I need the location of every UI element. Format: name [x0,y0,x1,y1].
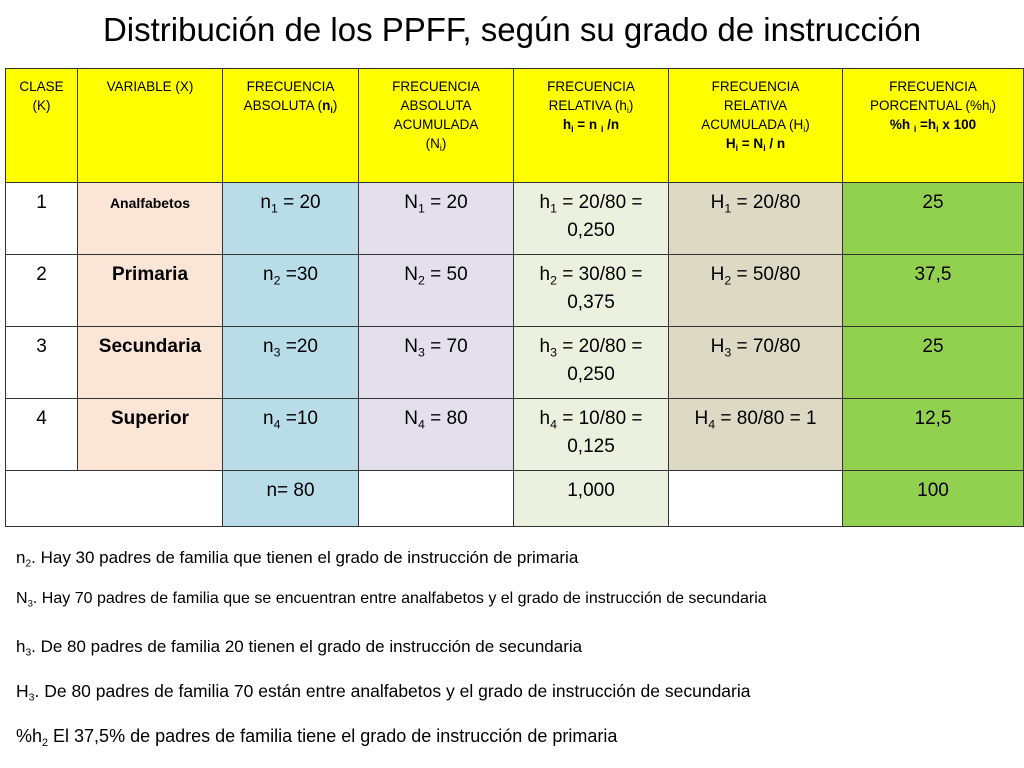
cell-clase: 1 [6,183,78,255]
cell-clase: 4 [6,399,78,471]
cell-total-n: n= 80 [223,471,359,527]
cell-clase: 3 [6,327,78,399]
cell-Ni: $N_1 = 20$ [359,183,514,255]
cell-Ni: $N_2 = 50$ [359,255,514,327]
page-title: Distribución de los PPFF, según su grado de instrucción [102,11,922,48]
cell-clase: 2 [6,255,78,327]
header-frecuencia-relativa: FRECUENCIA RELATIVA $(h_i)$ $h_i = n$ $_i$ /n [514,69,669,183]
cell-porcentaje: 25 [843,327,1024,399]
note-pct-h2: $\%h_2$ El 37,5% de padres de familia tiene el grado de instrucción de primaria [16,726,618,749]
cell-ni: $n_1 = 20$ [223,183,359,255]
cell-total-porcentaje: 100 [843,471,1024,527]
cell-Hi: $H_3 = 70/80$ [669,327,843,399]
cell-blank [669,471,843,527]
table-row [6,327,1024,399]
table-row [6,255,1024,327]
cell-hi: $h_4 = 10/80$ = 0,125 [514,399,669,471]
header-frecuencia-porcentual: FRECUENCIA PORCENTUAL $(\%h_i)$ %h $_i =h_i$ x 100 [843,69,1024,183]
cell-hi: $h_3 = 20/80$ = 0,250 [514,327,669,399]
header-row [6,69,1024,183]
cell-Hi: $H_4 = 80/80 = 1$ [669,399,843,471]
table-row [6,183,1024,255]
cell-ni: $n_4 =10$ [223,399,359,471]
header-frecuencia-relativa-acumulada: FRECUENCIA RELATIVA ACUMULADA $(H_i)$ $H_i = N_i / n$ [669,69,843,183]
cell-Ni: $N_3 = 70$ [359,327,514,399]
header-variable: VARIABLE (X) [78,69,223,183]
note-n2: $n_2$. Hay 30 padres de familia que tienen el grado de instrucción de primaria [16,548,579,570]
frequency-table [5,68,1024,527]
cell-variable: Secundaria [78,327,223,399]
cell-variable: Primaria [78,255,223,327]
cell-Ni: $N_4 = 80$ [359,399,514,471]
note-N3: $N_3$. Hay 70 padres de familia que se encuentran entre analfabetos y el grado de instrucción de secundaria [16,590,767,610]
cell-hi: $h_2 = 30/80$ = 0,375 [514,255,669,327]
cell-Hi: $H_2 = 50/80$ [669,255,843,327]
header-frecuencia-absoluta-acumulada: FRECUENCIA ABSOLUTA ACUMULADA $(N_i)$ [359,69,514,183]
cell-porcentaje: 12,5 [843,399,1024,471]
note-h3: $h_3$. De 80 padres de familia 20 tienen el grado de instrucción de secundaria [16,637,583,659]
cell-hi: $h_1 = 20/80$ = 0,250 [514,183,669,255]
cell-ni: $n_3 =20$ [223,327,359,399]
cell-porcentaje: 25 [843,183,1024,255]
cell-blank [6,471,223,527]
cell-Hi: $H_1 = 20/80$ [669,183,843,255]
cell-total-h: 1,000 [514,471,669,527]
header-frecuencia-absoluta: FRECUENCIA ABSOLUTA $(n_i)$ [223,69,359,183]
header-clase: CLASE (K) [6,69,78,183]
cell-ni: $n_2 =30$ [223,255,359,327]
cell-blank [359,471,514,527]
cell-variable: Analfabetos [78,183,223,255]
cell-porcentaje: 37,5 [843,255,1024,327]
cell-variable: Superior [78,399,223,471]
totals-row [6,471,1024,527]
table-row [6,399,1024,471]
note-H3: $H_3$. De 80 padres de familia 70 están entre analfabetos y el grado de instrucción de secundaria [16,681,751,704]
